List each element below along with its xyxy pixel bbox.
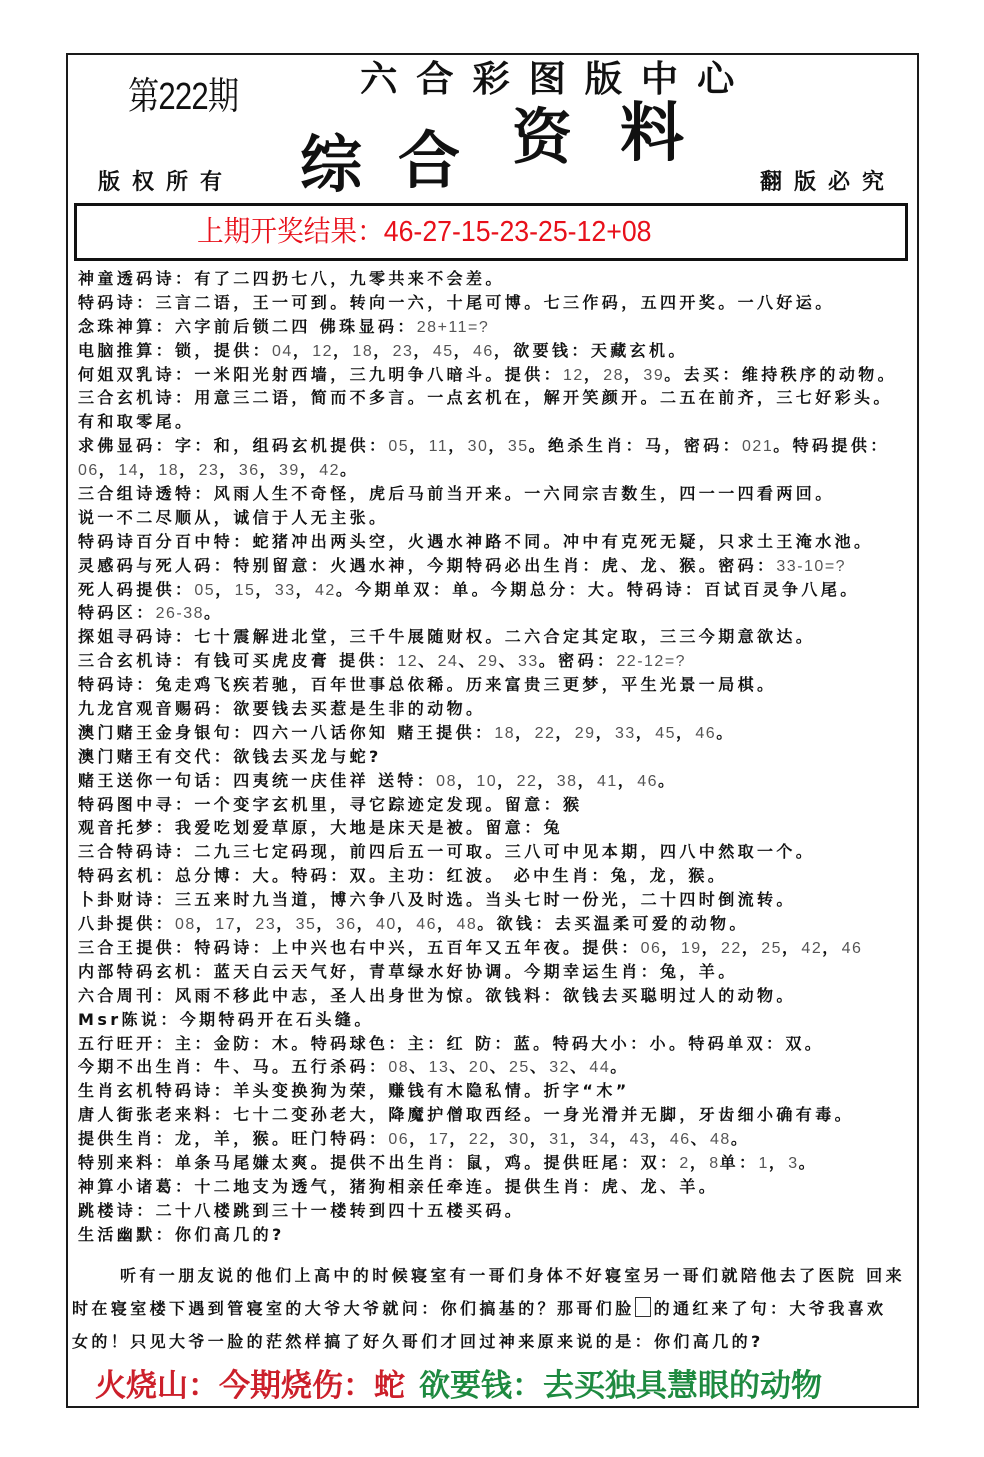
number-text: 23: [198, 462, 220, 480]
story-line-3: 女的！只见大爷一脸的茫然样搞了好久哥们才回过神来原来说的是：你们高几的?: [72, 1332, 764, 1351]
number-text: 33: [517, 653, 539, 671]
number-text: 04: [272, 342, 293, 360]
number-text: 06: [388, 1131, 410, 1149]
list-item: 06，14，18，23，36，39，42。: [78, 460, 360, 480]
list-item: Msr陈说：今期特码开在石头缝。: [78, 1009, 374, 1029]
list-item: 赌王送你一句话：四夷统一庆佳祥 送特：08，10，22，38，41，46。: [78, 770, 678, 790]
number-text: 30: [509, 1131, 530, 1149]
list-item: 特码诗：三言二语，王一可到。转向一六，十尾可博。七三作码，五四开奖。一八好运。: [78, 292, 835, 312]
list-item: 今期不出生肖：牛、马。五行杀码：08、13、20、25、32、44。: [78, 1057, 630, 1077]
list-item: 八卦提供：08，17，23，35，36，40，46，48。欲钱：去买温柔可爱的动物。: [78, 914, 749, 934]
number-text: 35: [295, 916, 317, 934]
main-title-char-2: 合: [398, 124, 461, 197]
number-text: 31: [549, 1131, 571, 1149]
number-text: 33: [274, 581, 296, 599]
publisher-title: 六合彩图版中心: [360, 59, 754, 100]
number-text: 25: [509, 1059, 530, 1077]
number-text: 28: [603, 366, 625, 384]
list-item: 澳门赌王金身银句：四六一八话你知 赌王提供：18，22，29，33，45，46。: [78, 722, 736, 742]
number-text: 44: [589, 1059, 611, 1077]
number-text: 12: [563, 366, 584, 384]
number-text: 48: [710, 1131, 731, 1149]
list-item: 死人码提供：05，15，33，42。今期单双：单。今期总分：大。特码诗：百试百灵争八尾。: [78, 579, 860, 599]
list-item: 三合玄机诗：有钱可买虎皮膏 提供：12、24、29、33。密码：22-12=?: [78, 651, 687, 671]
number-text: 33: [614, 724, 636, 742]
number-text: 46: [669, 1131, 691, 1149]
list-item: 神算小诸葛：十二地支为透气，猪狗相亲任牵连。提供生肖：虎、龙、羊。: [78, 1176, 719, 1196]
list-item: 六合周刊：风雨不移此中志，圣人出身世为惊。欲钱料：欲钱去买聪明过人的动物。: [78, 985, 796, 1005]
number-text: 41: [596, 772, 618, 790]
issue-number: 第222期: [128, 76, 239, 118]
number-text: 36: [238, 462, 260, 480]
number-text: 45: [432, 342, 454, 360]
number-text: 06: [78, 462, 99, 480]
list-item: 三合组诗透特：风雨人生不奇怪，虎后马前当开来。一六同宗吉数生，四一一四看两回。: [78, 484, 835, 504]
last-result-text: 上期开奖结果：46-27-15-23-25-12+08: [197, 216, 652, 248]
number-text: 48: [456, 916, 478, 934]
list-item: 特码诗百分百中特：蛇猪冲出两头空，火遇水神路不同。冲中有克死无疑，只求土王淹水池。: [78, 531, 874, 551]
number-text: 22: [468, 1131, 490, 1149]
number-text: 46: [841, 939, 863, 957]
list-item: 有和取零尾。: [78, 412, 195, 432]
number-text: 18: [158, 462, 180, 480]
list-item: 特码区：26-38。: [78, 603, 224, 623]
number-text: 8: [709, 1154, 720, 1172]
story-line-2-part-b: 的通红来了句：大爷我喜欢: [653, 1299, 887, 1318]
main-title-char-3: 资: [512, 103, 572, 173]
main-title-char-1: 综: [300, 128, 363, 201]
number-text: 18: [494, 724, 516, 742]
number-text: 08: [388, 1059, 410, 1077]
main-title-char-4: 料: [620, 96, 684, 171]
list-item: 唐人街张老来料：七十二变孙老大，降魔护僧取西经。一身光滑并无脚，牙齿细小确有毒。: [78, 1105, 855, 1125]
number-text: 46: [695, 724, 717, 742]
number-text: 38: [556, 772, 578, 790]
list-item: 特码诗：兔走鸡飞疾若驰，百年世事总依稀。历来富贵三更梦，平生光景一局棋。: [78, 675, 777, 695]
list-item: 生活幽默：你们高几的?: [78, 1224, 285, 1244]
story-line-2-part-a: 时在寝室楼下遇到管寝室的大爷大爷就问：你们搞基的？那哥们脸: [72, 1299, 635, 1318]
number-text: 25: [761, 939, 783, 957]
number-text: 28+11=?: [416, 318, 490, 336]
tips-list: [78, 267, 918, 1247]
number-text: 32: [549, 1059, 571, 1077]
story-line-1: 听有一朋友说的他们上高中的时候寝室有一哥们身体不好寝室另一哥们就陪他去了医院 回来: [120, 1266, 905, 1285]
number-text: 33-10=?: [776, 557, 847, 575]
banner-red-text: 火烧山：今期烧伤：蛇: [95, 1368, 405, 1404]
number-text: 22: [721, 939, 742, 957]
number-text: 20: [468, 1059, 490, 1077]
number-text: 2: [679, 1154, 690, 1172]
number-text: 12: [397, 653, 419, 671]
last-result-box: [74, 203, 908, 261]
number-text: 15: [234, 581, 256, 599]
number-text: 19: [680, 939, 702, 957]
list-item: 说一不二尽顺从，诚信于人无主张。: [78, 507, 389, 527]
list-item: 灵感码与死人码：特别留意：火遇水神，今期特码必出生肖：虎、龙、猴。密码：33-10=?: [78, 555, 847, 575]
number-text: 17: [215, 916, 237, 934]
list-item: 三合特码诗：二九三七定码现，前四后五一可取。三八可中见本期，四八中然取一个。: [78, 842, 816, 862]
number-text: 42: [801, 939, 823, 957]
list-item: 澳门赌王有交代：欲钱去买龙与蛇?: [78, 746, 382, 766]
number-text: 11: [428, 438, 449, 456]
number-text: 42: [319, 462, 341, 480]
humor-story: [72, 1259, 912, 1358]
list-item: 探姐寻码诗：七十震解进北堂，三千牛展随财权。二六合定其定取，三三今期意欲达。: [78, 627, 816, 647]
copyright-right: 翻版必究: [760, 170, 897, 195]
list-item: 五行旺开：主：金防：木。特码球色：主：红 防：蓝。特码大小：小。特码单双：双。: [78, 1033, 825, 1053]
number-text: 22-12=?: [616, 653, 687, 671]
number-text: 17: [428, 1131, 450, 1149]
list-item: 特码图中寻：一个变字玄机里，寻它踪迹定发现。留意：猴: [78, 794, 583, 814]
copyright-left: 版权所有: [98, 170, 235, 195]
number-text: 12: [312, 342, 334, 360]
list-item: 特别来料：单条马尾嫌太爽。提供不出生肖：鼠，鸡。提供旺尾：双：2，8单：1，3。: [78, 1152, 819, 1172]
number-text: 06: [640, 939, 662, 957]
number-text: 43: [629, 1131, 651, 1149]
number-text: 46: [637, 772, 658, 790]
list-item: 求佛显码：字：和，组码玄机提供：05，11，30，35。绝杀生肖：马，密码：021。特码提供：: [78, 436, 890, 456]
number-text: 08: [175, 916, 196, 934]
list-item: 内部特码玄机：蓝天白云天气好，青草绿水好协调。今期幸运生肖：兔，羊。: [78, 961, 738, 981]
number-text: 08: [436, 772, 457, 790]
list-item: 三合王提供：特码诗：上中兴也右中兴，五百年又五年夜。提供：06，19，22，25，42，46: [78, 937, 863, 957]
number-text: 46: [473, 342, 494, 360]
number-text: 10: [476, 772, 498, 790]
number-text: 29: [477, 653, 499, 671]
number-text: 021: [742, 438, 774, 456]
number-text: 34: [589, 1131, 611, 1149]
number-text: 23: [255, 916, 277, 934]
number-text: 35: [507, 438, 529, 456]
number-text: 05: [194, 581, 216, 599]
number-text: 45: [655, 724, 676, 742]
number-text: 22: [534, 724, 556, 742]
number-text: 26-38: [155, 605, 205, 623]
number-text: 1: [758, 1154, 769, 1172]
list-item: 神童透码诗：有了二四扔七八，九零共来不会差。: [78, 269, 505, 288]
number-text: 18: [352, 342, 374, 360]
list-item: 特码玄机：总分博：大。特码：双。主功：红波。 必中生肖：兔，龙，猴。: [78, 866, 728, 886]
number-text: 40: [376, 916, 397, 934]
missing-glyph-box-icon: [635, 1297, 651, 1317]
number-text: 14: [118, 462, 139, 480]
number-text: 36: [335, 916, 357, 934]
list-item: 念珠神算：六字前后锁二四 佛珠显码：28+11=?: [78, 316, 490, 336]
bottom-banner: [95, 1366, 822, 1406]
number-text: 46: [416, 916, 438, 934]
number-text: 13: [428, 1059, 450, 1077]
number-text: 3: [788, 1154, 799, 1172]
number-text: 30: [467, 438, 489, 456]
list-item: 提供生肖：龙，羊，猴。旺门特码：06，17，22，30，31，34，43，46、48。: [78, 1129, 751, 1149]
number-text: 42: [315, 581, 336, 599]
number-text: 24: [437, 653, 459, 671]
list-item: 三合玄机诗：用意三二语，简而不多言。一点玄机在，解开笑颜开。二五在前齐，三七好彩头。: [78, 388, 893, 408]
number-text: 23: [392, 342, 414, 360]
list-item: 卜卦财诗：三五来时九当道，博六争八及时选。当头七时一份光，二十四时倒流转。: [78, 890, 796, 910]
number-text: 39: [279, 462, 300, 480]
list-item: 何姐双乳诗：一米阳光射西墙，三九明争八暗斗。提供：12，28，39。去买：维持秩序的动物。: [78, 364, 898, 384]
number-text: 39: [643, 366, 665, 384]
list-item: 电脑推算：锁，提供：04，12，18，23，45，46，欲要钱：天藏玄机。: [78, 340, 688, 360]
number-text: 05: [388, 438, 410, 456]
list-item: 观音托梦：我爱吃划爱草原，大地是床天是被。留意：兔: [78, 818, 564, 838]
list-item: 九龙宫观音赐码：欲要钱去买惹是生非的动物。: [78, 699, 486, 719]
number-text: 29: [574, 724, 596, 742]
number-text: 22: [516, 772, 538, 790]
banner-green-text: 欲要钱：去买独具慧眼的动物: [419, 1368, 822, 1404]
list-item: 生肖玄机特码诗：羊头变换狗为荣，赚钱有木隐私情。折字“木”: [78, 1081, 630, 1101]
list-item: 跳楼诗：二十八楼跳到三十一楼转到四十五楼买码。: [78, 1200, 525, 1220]
story-line-2: [72, 1292, 912, 1325]
